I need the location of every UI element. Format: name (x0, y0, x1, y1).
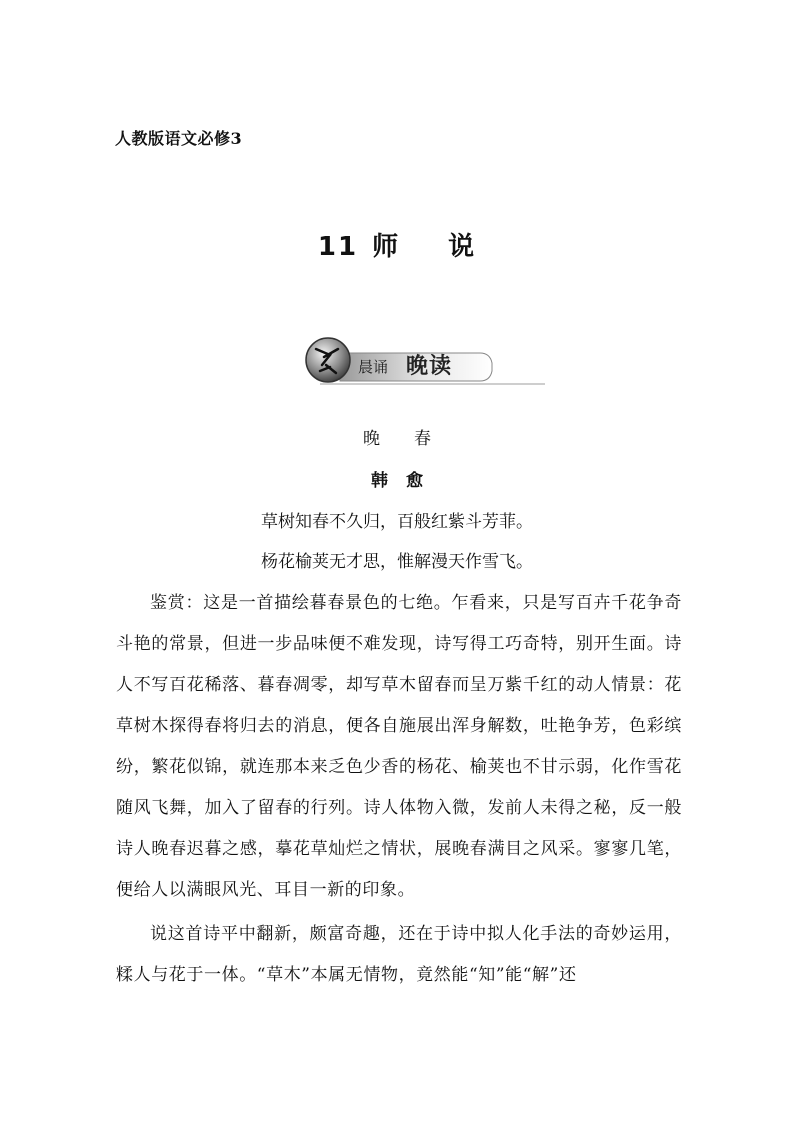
lesson-title-char-2: 说 (448, 232, 477, 262)
poem-author-char-2: 愈 (406, 471, 423, 491)
poem-line: 草树知春不久归，百般红紫斗芳菲。 (261, 512, 533, 532)
document-header: 人教版语文必修3 (115, 129, 243, 148)
poem-author (0, 466, 794, 491)
appreciation-text (116, 583, 682, 996)
poem-title-char-2: 春 (414, 429, 431, 449)
banner-label-big: 晚读 (406, 353, 453, 379)
poem-title (0, 424, 794, 449)
lesson-title (0, 226, 794, 263)
poem-line: 杨花榆荚无才思，惟解漫天作雪飞。 (261, 552, 533, 572)
lesson-title-char-1: 师 (372, 232, 401, 262)
poem-title-char-1: 晚 (363, 429, 380, 449)
banner-label-small: 晨诵 (358, 358, 389, 376)
section-banner (300, 335, 550, 390)
lesson-number: 11 (317, 232, 359, 262)
appreciation-paragraph: 鉴赏：这是一首描绘暮春景色的七绝。乍看来，只是写百卉千花争奇斗艳的常景，但进一步品味便不难发现，诗写得工巧奇特，别开生面。诗人不写百花稀落、暮春凋零，却写草木留春而呈万紫千红的动人情景：花草树木探得春将归去的消息，便各自施展出浑身解数，吐艳争芳，色彩缤纷，繁花似锦，就连那本来乏色少香的杨花、榆荚也不甘示弱，化作雪花随风飞舞，加入了留春的行列。诗人体物入微，发前人未得之秘，反一般诗人晚春迟暮之感，摹花草灿烂之情状，展晚春满目之风采。寥寥几笔，便给人以满眼风光、耳目一新的印象。 (116, 593, 682, 900)
appreciation-paragraph: 说这首诗平中翻新，颇富奇趣，还在于诗中拟人化手法的奇妙运用，糅人与花于一体。“草木”本属无情物，竟然能“知”能“解”还 (116, 924, 682, 985)
poem-author-char-1: 韩 (371, 471, 388, 491)
